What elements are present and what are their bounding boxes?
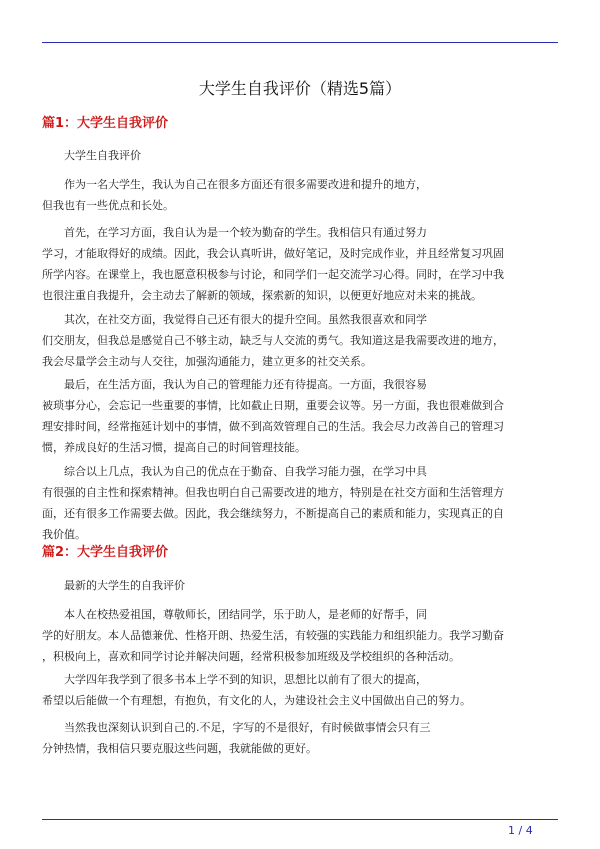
paragraph: 大学四年我学到了很多书本上学不到的知识，思想比以前有了很大的提高， 希望以后能做一个有理想，有抱负，有文化的人，为建设社会主义中国做出自己的努力。 <box>42 673 471 707</box>
footer-rule <box>42 819 558 820</box>
header-rule <box>42 42 558 43</box>
paragraph: 作为一名大学生，我认为自己在很多方面还有很多需要改进和提升的地方， 但我也有一些优点和长处。 <box>42 178 427 212</box>
section-heading: 篇2：大学生自我评价 <box>42 545 169 560</box>
paragraph: 综合以上几点，我认为自己的优点在于勤奋、自我学习能力强，在学习中具 有很强的自主性和探索精神。但我也明白自己需要改进的地方，特别是在社交方面和生活管理方 面，还有很多工作需要去做。因此，我会继续努力，不断提高自己的素质和能力，实现真正的自 我价值。 <box>42 465 504 541</box>
section-subtitle: 大学生自我评价 <box>64 149 141 162</box>
paragraph: 最后，在生活方面，我认为自己的管理能力还有待提高。一方面，我很容易 被琐事分心，会忘记一些重要的事情，比如截止日期，重要会议等。另一方面，我也很难做到合 理安排时间，经常拖延计划中的事情，做不到高效管理自己的生活。我会尽力改善自己的管理习 惯，养成良好的生活习惯，提高自己的时间管理技能。 <box>42 378 504 454</box>
document-title: 大学生自我评价（精选5篇） <box>198 79 402 98</box>
section-subtitle: 最新的大学生的自我评价 <box>64 579 185 592</box>
paragraph: 其次，在社交方面，我觉得自己还有很大的提升空间。虽然我很喜欢和同学 们交朋友，但我总是感觉自己不够主动，缺乏与人交流的勇气。我知道这是我需要改进的地方， 我会尽量学会主动与人交往，加强沟通能力，建立更多的社交关系。 <box>42 313 504 368</box>
section-heading: 篇1：大学生自我评价 <box>42 116 169 131</box>
paragraph: 本人在校热爱祖国，尊敬师长，团结同学，乐于助人，是老师的好帮手，同 学的好朋友。本人品德兼优、性格开朗、热爱生活，有较强的实践能力和组织能力。我学习勤奋 ，积极向上，喜欢和同学讨论并解决问题，经常积极参加班级及学校组织的各种活动。 <box>42 608 504 663</box>
page-number: 1 / 4 <box>508 824 533 837</box>
paragraph: 首先，在学习方面，我自认为是一个较为勤奋的学生。我相信只有通过努力 学习，才能取得好的成绩。因此，我会认真听讲，做好笔记，及时完成作业，并且经常复习巩固 所学内容。在课堂上，我也愿意积极参与讨论，和同学们一起交流学习心得。同时，在学习中我 也很注重自我提升，会主动去了解新的领域，探索新的知识，以便更好地应对未来的挑战。 <box>42 226 504 302</box>
paragraph: 当然我也深刻认识到自己的.不足，字写的不是很好，有时候做事情会只有三 分钟热情，我相信只要克服这些问题，我就能做的更好。 <box>42 721 431 755</box>
